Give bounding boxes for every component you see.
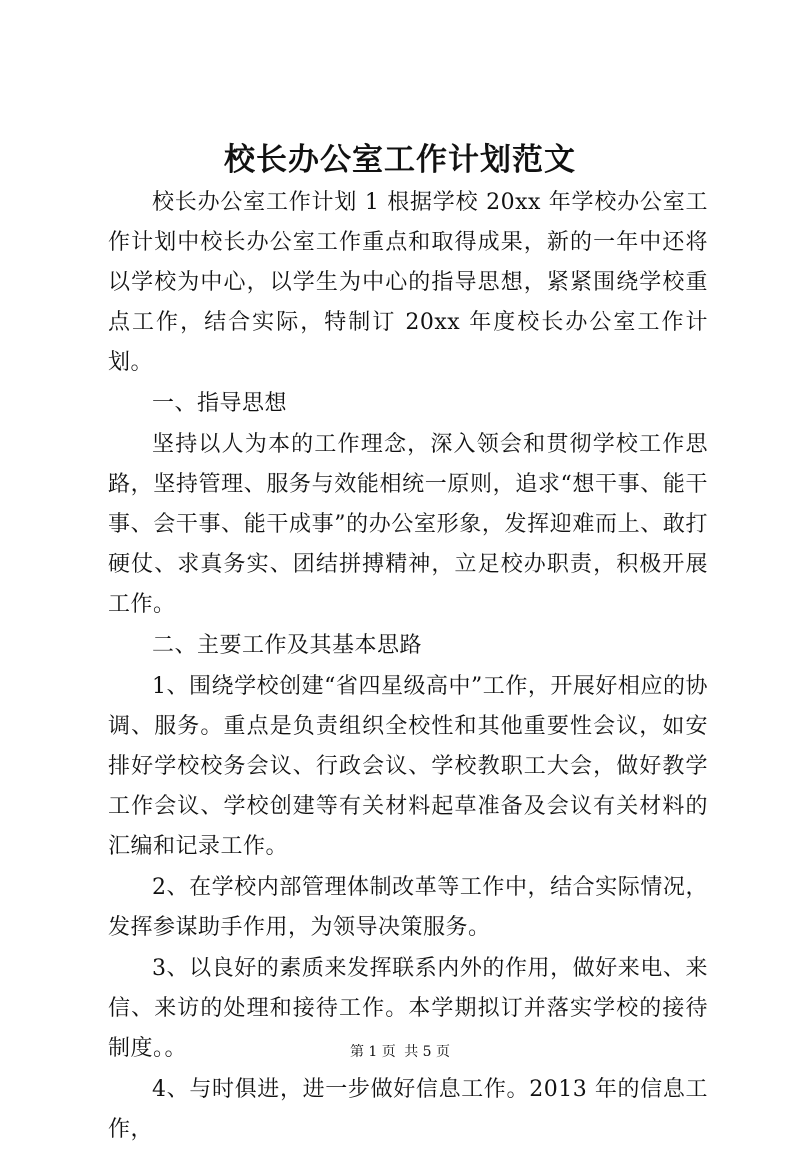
intro-paragraph: 校长办公室工作计划 1 根据学校 20xx 年学校办公室工作计划中校长办公室工作重点和取得成果，新的一年中还将以学校为中心，以学生为中心的指导思想，紧紧围绕学校重点工作，结合实际，特制订 20xx 年度校长办公室工作计划。 (108, 190, 708, 375)
section-heading-main-work: 二、主要工作及其基本思路 (152, 633, 423, 658)
page-footer (0, 1042, 800, 1062)
work-item-3-paragraph: 3、以良好的素质来发挥联系内外的作用，做好来电、来信、来访的处理和接待工作。本学期拟订并落实学校的接待制度。。 (108, 956, 708, 1061)
work-item-1-paragraph: 1、围绕学校创建“省四星级高中”工作，开展好相应的协调、服务。重点是负责组织全校性和其他重要性会议，如安排好学校校务会议、行政会议、学校教职工大会，做好教学工作会议、学校创建等有关材料起草准备及会议有关材料的汇编和记录工作。 (108, 674, 708, 859)
guiding-thought-paragraph: 坚持以人为本的工作理念，深入领会和贯彻学校工作思路，坚持管理、服务与效能相统一原则，追求“想干事、能干事、会干事、能干成事”的办公室形象，发挥迎难而上、敢打硬仗、求真务实、团结拼搏精神，立足校办职责，积极开展工作。 (108, 432, 708, 617)
section-heading-guiding-thought: 一、指导思想 (152, 391, 288, 416)
page-title: 校长办公室工作计划范文 (224, 142, 576, 178)
work-item-4-paragraph: 4、与时俱进，进一步做好信息工作。2013 年的信息工作， (108, 1077, 708, 1142)
work-item-2-paragraph: 2、在学校内部管理体制改革等工作中，结合实际情况，发挥参谋助手作用，为领导决策服务。 (108, 875, 708, 940)
page-number: 第 1 页 (349, 1044, 396, 1060)
page-total: 共 5 页 (404, 1044, 451, 1060)
document-body (108, 183, 708, 1151)
